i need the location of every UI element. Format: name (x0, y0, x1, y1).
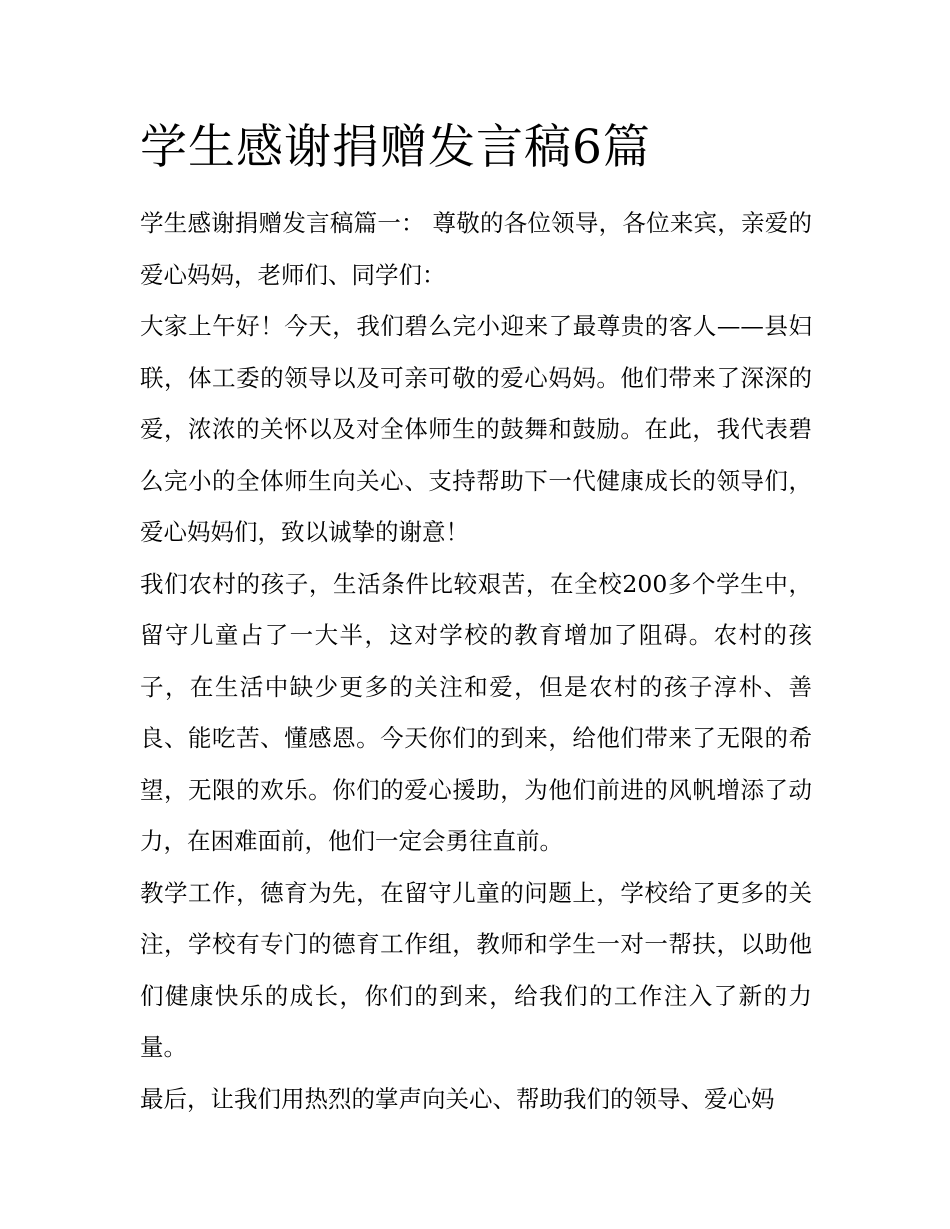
paragraph-welcome: 大家上午好！今天，我们碧么完小迎来了最尊贵的客人——县妇联，体工委的领导以及可亲可敬的爱心妈妈。他们带来了深深的爱，浓浓的关怀以及对全体师生的鼓舞和鼓励。在此，我代表碧么完小的全体师生向关心、支持帮助下一代健康成长的领导们，爱心妈妈们，致以诚挚的谢意！ (140, 312, 812, 546)
document-title: 学生感谢捐赠发言稿6篇 (140, 120, 651, 175)
document-body (140, 198, 812, 1125)
paragraph-rural-children: 我们农村的孩子，生活条件比较艰苦，在全校200多个学生中，留守儿童占了一大半，这对学校的教育增加了阻碍。农村的孩子，在生活中缺少更多的关注和爱，但是农村的孩子淳朴、善良、能吃苦、懂感恩。今天你们的到来，给他们带来了无限的希望，无限的欢乐。你们的爱心援助，为他们前进的风帆增添了动力，在困难面前，他们一定会勇往直前。 (140, 569, 812, 855)
paragraph-greeting: 学生感谢捐赠发言稿篇一： 尊敬的各位领导，各位来宾，亲爱的爱心妈妈，老师们、同学们： (140, 209, 812, 289)
paragraph-moral-education: 教学工作，德育为先，在留守儿童的问题上，学校给了更多的关注，学校有专门的德育工作组，教师和学生一对一帮扶，以助他们健康快乐的成长，你们的到来，给我们的工作注入了新的力量。 (140, 878, 812, 1061)
paragraph-closing: 最后，让我们用热烈的掌声向关心、帮助我们的领导、爱心妈 (140, 1084, 775, 1113)
